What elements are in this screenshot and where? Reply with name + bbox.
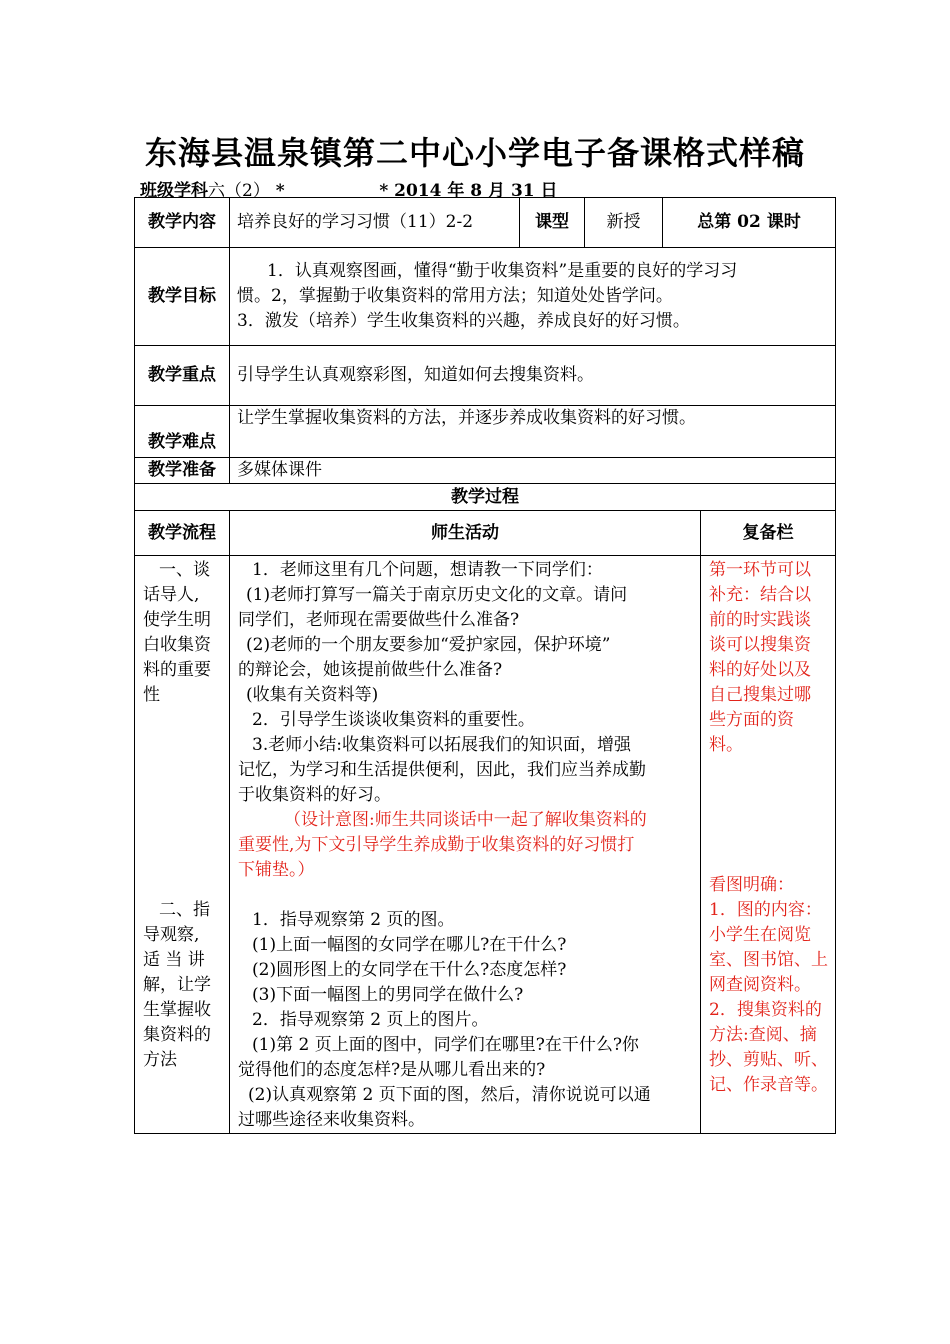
activity-line: (1)第 2 页上面的图中，同学们在哪里?在干什么?你 xyxy=(252,1035,639,1055)
flow-line: 解，让学 xyxy=(143,975,211,995)
flow-line: 生掌握收 xyxy=(143,1000,211,1020)
flow-line: 方法 xyxy=(143,1050,177,1070)
flow-line: 话导人, xyxy=(143,585,200,605)
type-label: 课型 xyxy=(520,198,585,248)
activity-line: 过哪些途径来收集资料。 xyxy=(238,1110,425,1130)
col-activity: 师生活动 xyxy=(230,511,701,556)
flow-line: 二、指 xyxy=(159,900,210,920)
note-line: 网查阅资料。 xyxy=(709,975,812,995)
note-line: 第一环节可以 xyxy=(709,560,812,580)
flow-line: 料的重要 xyxy=(143,660,211,680)
goal-line: 3．激发（培养）学生收集资料的兴趣，养成良好的好习惯。 xyxy=(237,311,690,331)
meta-star: * xyxy=(269,181,285,201)
col-flow: 教学流程 xyxy=(135,511,230,556)
meta-date: * 2014 年 8 月 31 日 xyxy=(379,181,558,201)
flow-line: 导观察, xyxy=(143,925,200,945)
class-label: 班级学科 xyxy=(140,181,208,201)
activity-line: 1．老师这里有几个问题，想请教一下同学们： xyxy=(252,560,603,580)
prep-value: 多媒体课件 xyxy=(230,458,836,484)
activity-line: (1)老师打算写一篇关于南京历史文化的文章。请问 xyxy=(246,585,628,605)
page-title: 东海县温泉镇第二中心小学电子备课格式样稿 xyxy=(144,134,805,172)
note-line: 2．搜集资料的 xyxy=(709,1000,822,1020)
class-value: 六（2） xyxy=(208,181,270,201)
design-line: 下铺垫。） xyxy=(238,860,315,880)
note-line: 记、作录音等。 xyxy=(709,1075,829,1095)
flow-line: 使学生明 xyxy=(143,610,211,630)
focus-label: 教学重点 xyxy=(135,346,230,406)
note-line: 谈可以搜集资 xyxy=(709,635,812,655)
goal-line: 惯。2，掌握勤于收集资料的常用方法；知道处处皆学问。 xyxy=(237,286,673,306)
difficulty-value: 让学生掌握收集资料的方法，并逐步养成收集资料的好习惯。 xyxy=(230,406,836,458)
activity-line: 2．指导观察第 2 页上的图片。 xyxy=(252,1010,489,1030)
note-line: 前的时实践谈 xyxy=(709,610,812,630)
activity-line: (收集有关资料等) xyxy=(246,685,379,705)
note-line: 料的好处以及 xyxy=(709,660,812,680)
col-notes: 复备栏 xyxy=(701,511,836,556)
activity-line: 1．指导观察第 2 页的图。 xyxy=(252,910,455,930)
flow-cell xyxy=(135,556,230,1134)
activity-line: (3)下面一幅图上的男同学在做什么? xyxy=(252,985,524,1005)
content-label: 教学内容 xyxy=(135,198,230,248)
flow-line: 一、谈 xyxy=(159,560,210,580)
lesson-plan-table xyxy=(134,197,836,1134)
activity-line: (2)老师的一个朋友要参加“爱护家园，保护环境” xyxy=(246,635,611,655)
flow-line: 性 xyxy=(143,685,160,705)
process-header: 教学过程 xyxy=(135,484,836,511)
note-line: 小学生在阅览 xyxy=(709,925,812,945)
focus-value: 引导学生认真观察彩图，知道如何去搜集资料。 xyxy=(230,346,836,406)
goal-line: 1．认真观察图画，懂得“勤于收集资料”是重要的良好的学习习 xyxy=(267,261,738,281)
activity-line: (1)上面一幅图的女同学在哪儿?在干什么? xyxy=(252,935,567,955)
activity-line: 记忆，为学习和生活提供便利，因此，我们应当养成勤 xyxy=(238,760,646,780)
activity-line: 觉得他们的态度怎样?是从哪儿看出来的? xyxy=(238,1060,546,1080)
note-line: 抄、剪贴、听、 xyxy=(709,1050,829,1070)
activity-line: 3.老师小结:收集资料可以拓展我们的知识面，增强 xyxy=(252,735,631,755)
type-value: 新授 xyxy=(585,198,663,248)
note-line: 看图明确： xyxy=(709,875,795,895)
activity-line: 于收集资料的好习。 xyxy=(238,785,391,805)
note-line: 1．图的内容： xyxy=(709,900,822,920)
total-periods: 总第 02 课时 xyxy=(663,198,836,248)
goals-text xyxy=(230,248,836,346)
difficulty-label: 教学难点 xyxy=(135,406,230,458)
activity-line: 2．引导学生谈谈收集资料的重要性。 xyxy=(252,710,535,730)
design-line: （设计意图:师生共同谈话中一起了解收集资料的 xyxy=(284,810,647,830)
note-line: 自己搜集过哪 xyxy=(709,685,812,705)
note-line: 补充：结合以 xyxy=(709,585,812,605)
activity-line: (2)认真观察第 2 页下面的图，然后，清你说说可以通 xyxy=(248,1085,651,1105)
activity-line: (2)圆形图上的女同学在干什么?态度怎样? xyxy=(252,960,567,980)
note-line: 室、图书馆、上 xyxy=(709,950,829,970)
activity-line: 同学们，老师现在需要做些什么准备? xyxy=(238,610,520,630)
notes-cell xyxy=(701,556,836,1134)
flow-line: 集资料的 xyxy=(143,1025,211,1045)
activity-cell xyxy=(230,556,701,1134)
note-line: 方法:查阅、摘 xyxy=(709,1025,817,1045)
note-line: 料。 xyxy=(709,735,744,755)
prep-label: 教学准备 xyxy=(135,458,230,484)
note-line: 些方面的资 xyxy=(709,710,795,730)
content-value: 培养良好的学习习惯（11）2-2 xyxy=(230,198,520,248)
design-line: 重要性,为下文引导学生养成勤于收集资料的好习惯打 xyxy=(238,835,635,855)
goals-label: 教学目标 xyxy=(135,248,230,346)
activity-line: 的辩论会，她该提前做些什么准备? xyxy=(238,660,503,680)
flow-line: 适 当 讲 xyxy=(143,950,205,970)
flow-line: 白收集资 xyxy=(143,635,211,655)
